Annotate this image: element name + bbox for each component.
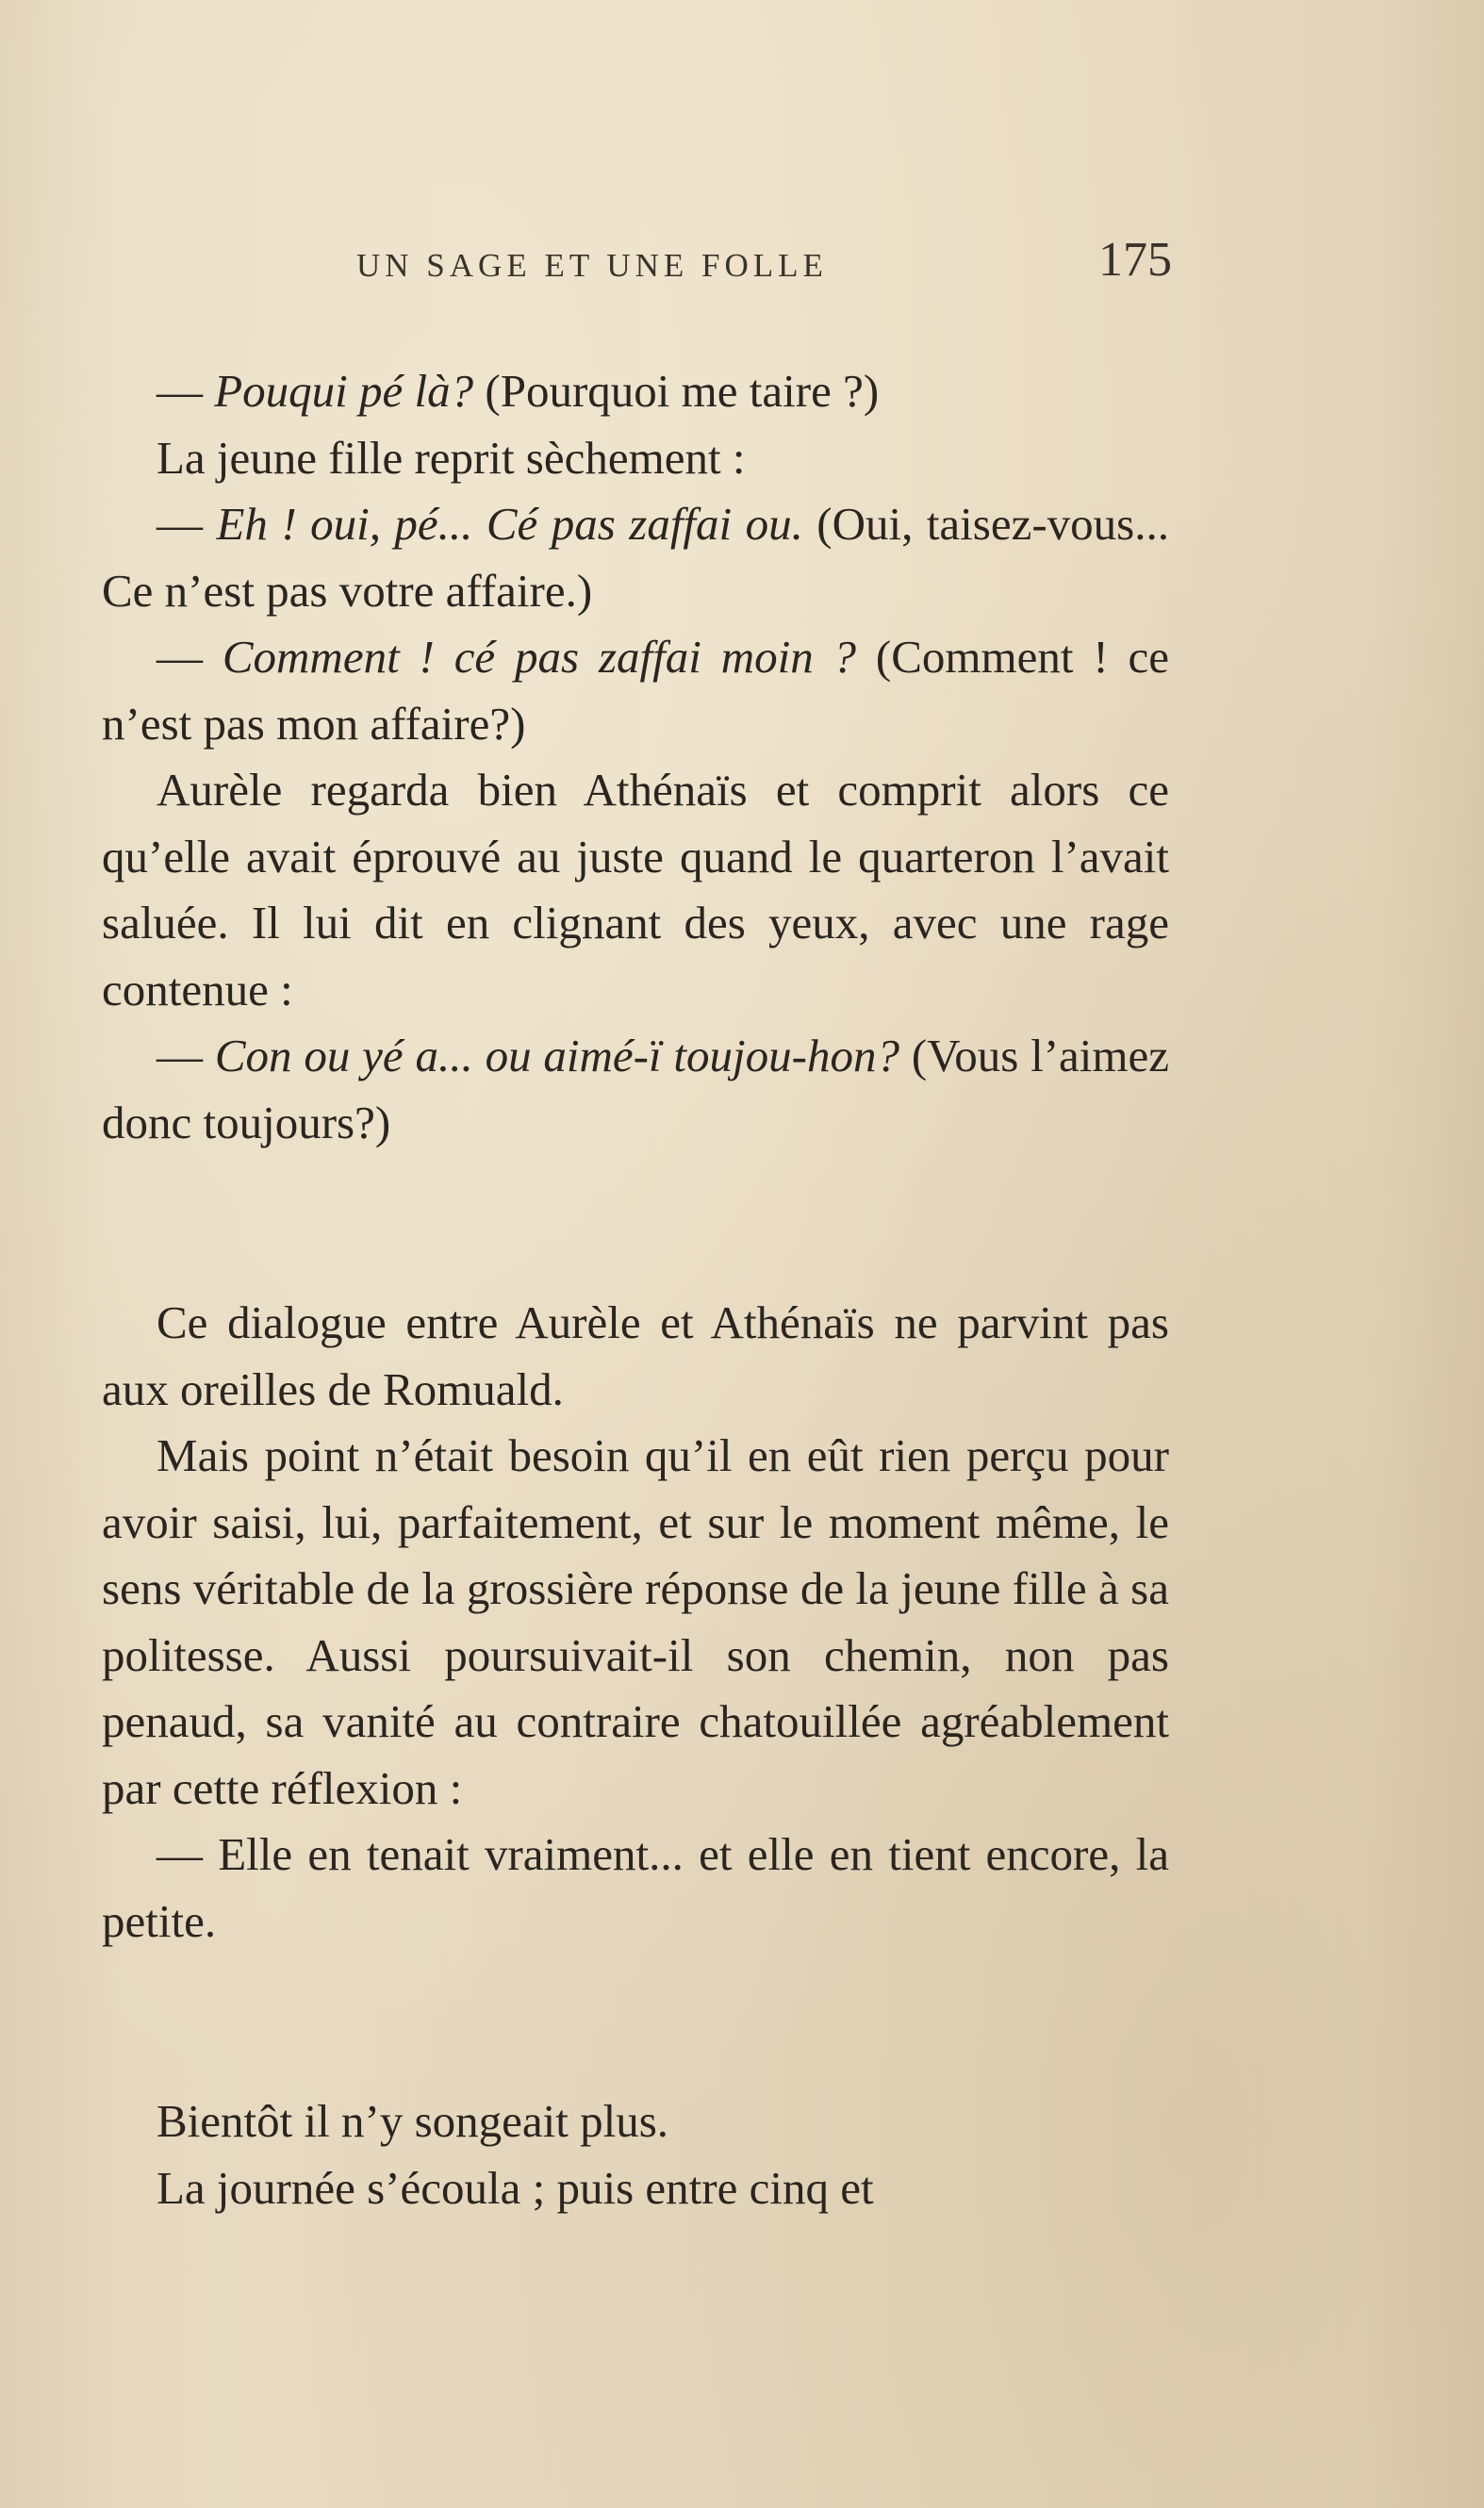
creole-speech: Pouqui pé là?: [214, 365, 474, 417]
dash: —: [157, 498, 217, 550]
paragraph-narration-3: Ce dialogue entre Aurèle et Athénaïs ne parvint pas aux oreilles de Romuald.: [102, 1296, 1169, 1415]
translation: (Comment ! ce n’est pas mon affaire?): [102, 631, 1170, 750]
creole-speech: Comment ! cé pas zaffai moin ?: [222, 631, 857, 683]
paragraph-narration-2: Aurèle regarda bien Athénaïs et comprit alors ce qu’elle avait éprouvé au juste quand le quarteron l’avait saluée. Il lui dit en clignant des yeux, avec une rage contenue :: [102, 764, 1169, 1015]
paragraph-dialogue-4: [102, 1023, 1169, 1156]
paragraph-dialogue-2: [102, 491, 1169, 624]
running-title: UN SAGE ET UNE FOLLE: [356, 247, 828, 284]
paragraph-narration-1: La jeune fille reprit sèchement :: [157, 431, 746, 484]
section-break: [102, 1156, 1169, 1290]
translation: (Pourquoi me taire ?): [473, 365, 880, 417]
page-number: 175: [1098, 233, 1172, 287]
paragraph-dialogue-5: — Elle en tenait vraiment... et elle en tient encore, la petite.: [102, 1828, 1169, 1947]
paragraph-narration-4: Mais point n’était besoin qu’il en eût rien perçu pour avoir saisi, lui, parfaitement, et sur le moment même, le sens véritable de la grossière réponse de la jeune fille à sa politesse. Aussi poursuivait-il son chemin, non pas penaud, sa vanité au contraire chatouillée agréablement par cette réflexion :: [102, 1429, 1169, 1814]
translation: (Vous l’aimez donc toujours?): [102, 1030, 1170, 1148]
body-text: [102, 358, 1169, 2221]
section-break: [102, 1955, 1169, 2088]
translation: (Oui, taisez-vous... Ce n’est pas votre affaire.): [102, 498, 1169, 617]
creole-speech: Con ou yé a... ou aimé-ï toujou-hon?: [214, 1030, 899, 1081]
dash: —: [157, 631, 223, 683]
paragraph-narration-5: Bientôt il n’y songeait plus.: [157, 2095, 669, 2147]
dash: —: [157, 365, 215, 417]
creole-speech: Eh ! oui, pé... Cé pas zaffai ou.: [216, 498, 803, 550]
dash: —: [157, 1030, 215, 1081]
paragraph-dialogue-1: [102, 358, 1169, 425]
paragraph-dialogue-3: [102, 624, 1169, 757]
paragraph-narration-6: La journée s’écoula ; puis entre cinq et: [157, 2161, 874, 2214]
